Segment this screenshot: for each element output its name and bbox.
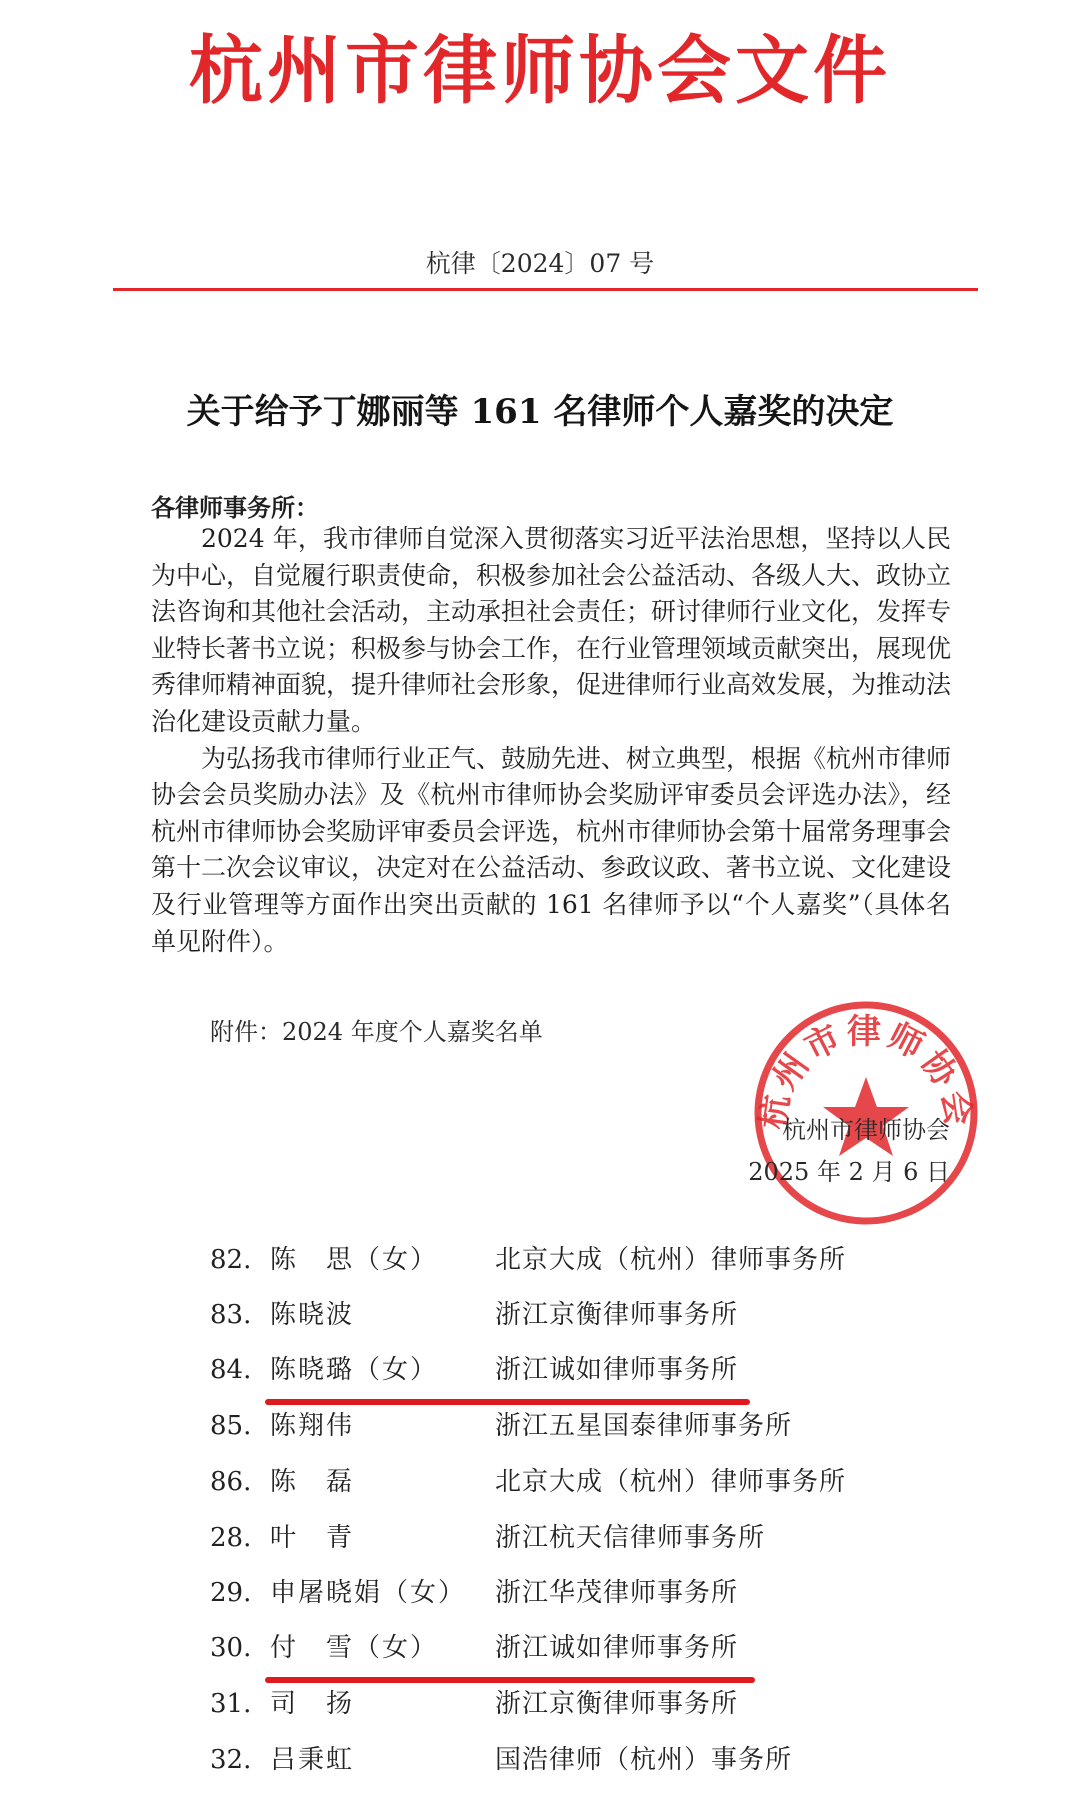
list-item-name: 申屠晓娟（女） bbox=[270, 1578, 467, 1608]
list-item-name: 付 雪（女） bbox=[270, 1633, 439, 1663]
list-item-name: 司 扬 bbox=[270, 1689, 355, 1719]
list-item-firm: 浙江杭天信律师事务所 bbox=[495, 1523, 766, 1553]
list-item-number: 83. bbox=[210, 1300, 252, 1330]
signature-date: 2025 年 2 月 6 日 bbox=[748, 1158, 950, 1186]
list-item-firm: 北京大成（杭州）律师事务所 bbox=[495, 1245, 847, 1275]
salutation: 各律师事务所： bbox=[151, 493, 319, 522]
header-divider bbox=[113, 288, 978, 291]
list-item-number: 84. bbox=[210, 1355, 252, 1385]
attachment-note: 附件：2024 年度个人嘉奖名单 bbox=[210, 1018, 543, 1046]
list-item-name: 陈翔伟 bbox=[270, 1411, 355, 1441]
list-item-number: 32. bbox=[210, 1745, 252, 1775]
list-item-name: 吕秉虹 bbox=[270, 1745, 355, 1775]
list-item bbox=[0, 1684, 1080, 1724]
list-item bbox=[0, 1740, 1080, 1780]
highlight-underline bbox=[265, 1399, 750, 1405]
masthead-title: 杭州市律师协会文件 bbox=[189, 28, 891, 114]
list-item-firm: 浙江京衡律师事务所 bbox=[495, 1300, 739, 1330]
list-item-firm: 浙江五星国泰律师事务所 bbox=[495, 1411, 793, 1441]
list-item-number: 82. bbox=[210, 1245, 252, 1275]
list-item-number: 86. bbox=[210, 1467, 252, 1497]
list-item-firm: 浙江京衡律师事务所 bbox=[495, 1689, 739, 1719]
list-item-number: 30. bbox=[210, 1633, 252, 1663]
list-item bbox=[0, 1295, 1080, 1335]
list-item-number: 31. bbox=[210, 1689, 252, 1719]
document-number: 杭律〔2024〕07 号 bbox=[425, 249, 655, 278]
paragraph: 为弘扬我市律师行业正气、鼓励先进、树立典型，根据《杭州市律师协会会员奖励办法》及《杭州市律师协会奖励评审委员会评选办法》，经杭州市律师协会奖励评审委员会评选，杭州市律师协会第十届常务理事会第十二次会议审议，决定对在公益活动、参政议政、著书立说、文化建设及行业管理等方面作出突出贡献的 161 名律师予以“个人嘉奖”（具体名单见附件）。 bbox=[151, 743, 952, 956]
seal-text: 杭州市律师协会 bbox=[753, 1012, 979, 1132]
list-item-firm: 国浩律师（杭州）事务所 bbox=[495, 1745, 793, 1775]
list-item bbox=[0, 1518, 1080, 1558]
signature-organization: 杭州市律师协会 bbox=[782, 1116, 950, 1144]
list-item-name: 陈晓波 bbox=[270, 1300, 355, 1330]
list-item bbox=[0, 1628, 1080, 1668]
list-item bbox=[0, 1573, 1080, 1613]
list-item-firm: 浙江华茂律师事务所 bbox=[495, 1578, 739, 1608]
body-text bbox=[151, 521, 951, 960]
list-item-firm: 北京大成（杭州）律师事务所 bbox=[495, 1467, 847, 1497]
list-item-number: 28. bbox=[210, 1523, 252, 1553]
list-item bbox=[0, 1240, 1080, 1280]
list-item-firm: 浙江诚如律师事务所 bbox=[495, 1355, 739, 1385]
list-item-name: 陈 思（女） bbox=[270, 1245, 439, 1275]
highlight-underline bbox=[265, 1677, 755, 1683]
list-item-name: 陈 磊 bbox=[270, 1467, 355, 1497]
paragraph: 2024 年，我市律师自觉深入贯彻落实习近平法治思想，坚持以人民为中心，自觉履行职责使命，积极参加社会公益活动、各级人大、政协立法咨询和其他社会活动，主动承担社会责任；研讨律师行业文化，发挥专业特长著书立说；积极参与协会工作，在行业管理领域贡献突出，展现优秀律师精神面貌，提升律师社会形象，促进律师行业高效发展，为推动法治化建设贡献力量。 bbox=[151, 524, 952, 736]
list-item bbox=[0, 1462, 1080, 1502]
list-item-number: 85. bbox=[210, 1411, 252, 1441]
list-item-name: 叶 青 bbox=[270, 1523, 355, 1553]
list-item bbox=[0, 1350, 1080, 1390]
list-item bbox=[0, 1406, 1080, 1446]
list-item-firm: 浙江诚如律师事务所 bbox=[495, 1633, 739, 1663]
list-item-name: 陈晓璐（女） bbox=[270, 1355, 439, 1385]
list-item-number: 29. bbox=[210, 1578, 252, 1608]
document-title: 关于给予丁娜丽等 161 名律师个人嘉奖的决定 bbox=[186, 392, 894, 432]
